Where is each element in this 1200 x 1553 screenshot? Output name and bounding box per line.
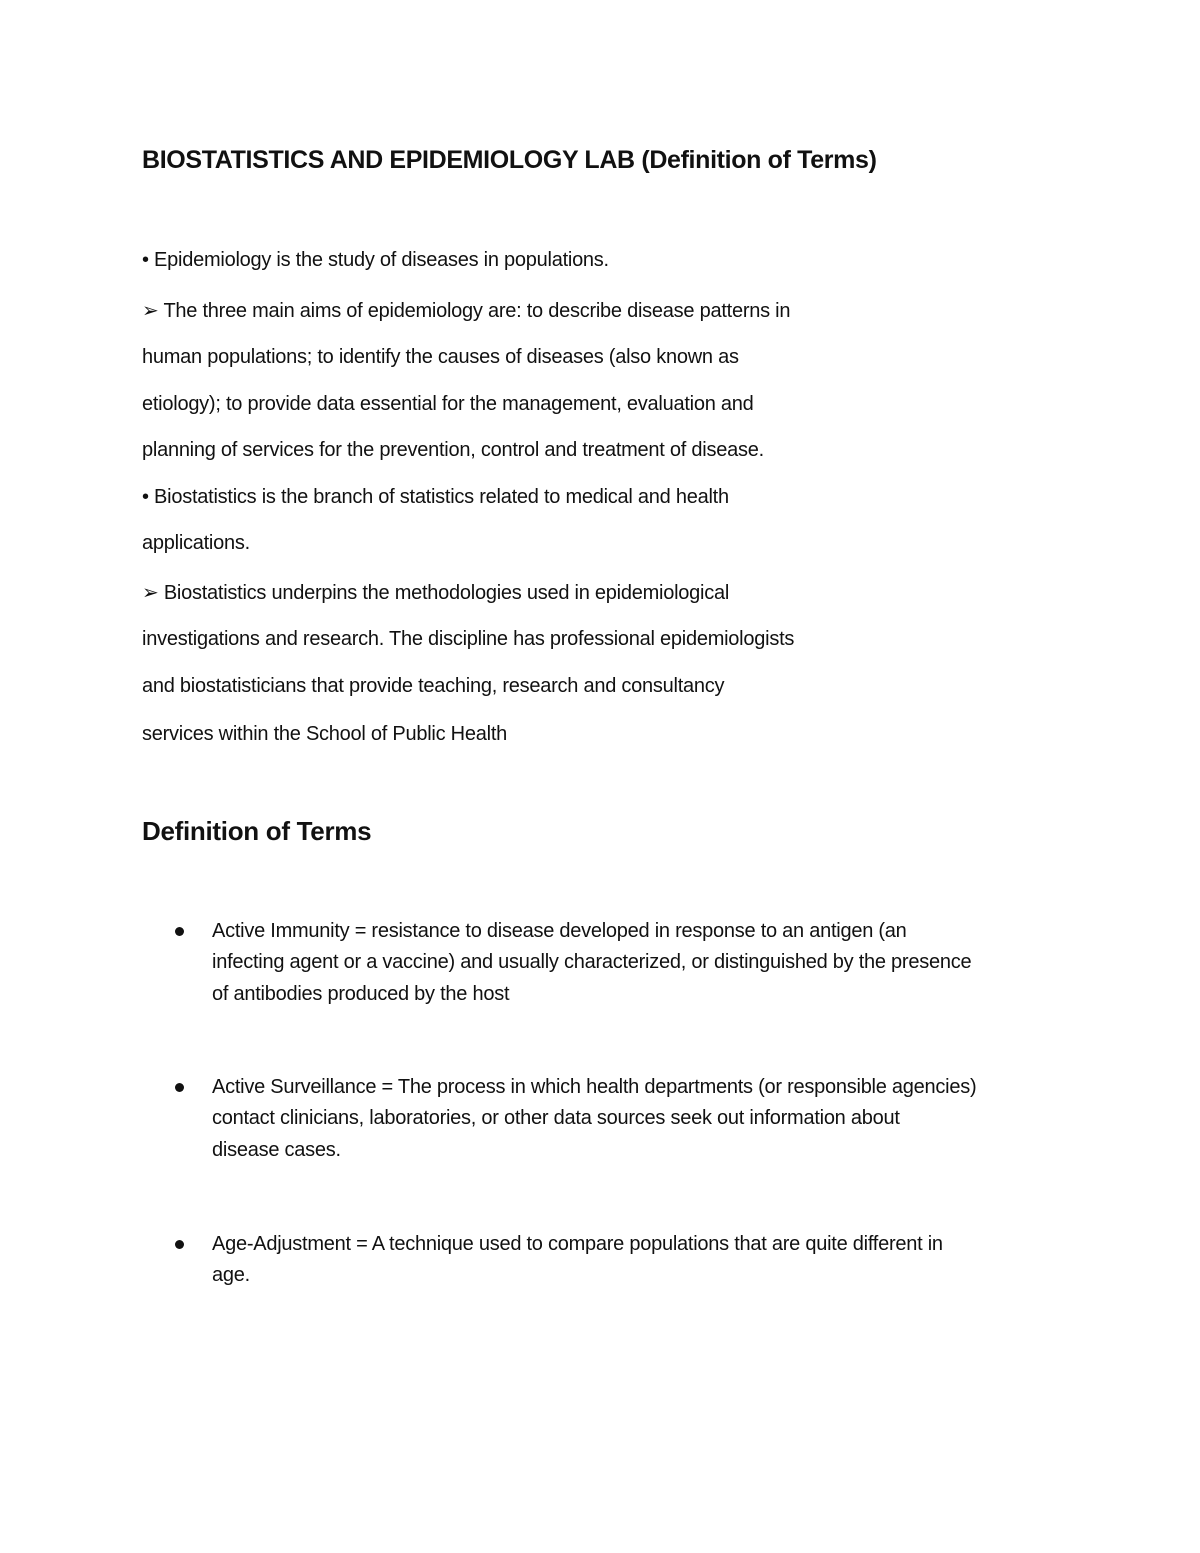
definition-item-active-surveillance — [212, 1072, 1072, 1166]
definition-text-line: Active Surveillance = The process in which health departments (or responsible agencies) — [212, 1076, 977, 1098]
definition-text-line: Active Immunity = resistance to disease developed in response to an antigen (an — [212, 920, 907, 942]
definition-text-line: disease cases. — [212, 1138, 341, 1161]
definition-item-active-immunity — [212, 916, 1072, 1010]
definition-text-line: age. — [212, 1264, 250, 1287]
intro-line: • Epidemiology is the study of diseases in populations. — [142, 249, 609, 271]
definition-text-line: of antibodies produced by the host — [212, 982, 510, 1005]
bullet-icon — [175, 1083, 184, 1092]
definition-text-line: infecting agent or a vaccine) and usually characterized, or distinguished by the presence — [212, 951, 972, 974]
intro-line: human populations; to identify the causes of diseases (also known as — [142, 346, 739, 368]
intro-line: ➢ The three main aims of epidemiology are: to describe disease patterns in — [142, 300, 791, 322]
intro-line: etiology); to provide data essential for the management, evaluation and — [142, 393, 754, 415]
definition-text-line: contact clinicians, laboratories, or other data sources seek out information about — [212, 1107, 900, 1130]
intro-line: applications. — [142, 532, 250, 554]
intro-line: investigations and research. The discipline has professional epidemiologists — [142, 628, 795, 650]
intro-line: and biostatisticians that provide teaching, research and consultancy — [142, 675, 725, 697]
section-heading: Definition of Terms — [142, 816, 372, 846]
bullet-icon — [175, 1240, 184, 1249]
bullet-icon — [175, 927, 184, 936]
document-title: BIOSTATISTICS AND EPIDEMIOLOGY LAB (Definition of Terms) — [142, 146, 877, 174]
definition-item-age-adjustment — [212, 1229, 1072, 1292]
intro-line: • Biostatistics is the branch of statistics related to medical and health — [142, 486, 729, 508]
definition-text-line: Age-Adjustment = A technique used to compare populations that are quite different in — [212, 1233, 943, 1255]
intro-line: services within the School of Public Health — [142, 723, 507, 745]
intro-line: ➢ Biostatistics underpins the methodologies used in epidemiological — [142, 582, 730, 604]
intro-line: planning of services for the prevention, control and treatment of disease. — [142, 439, 764, 461]
